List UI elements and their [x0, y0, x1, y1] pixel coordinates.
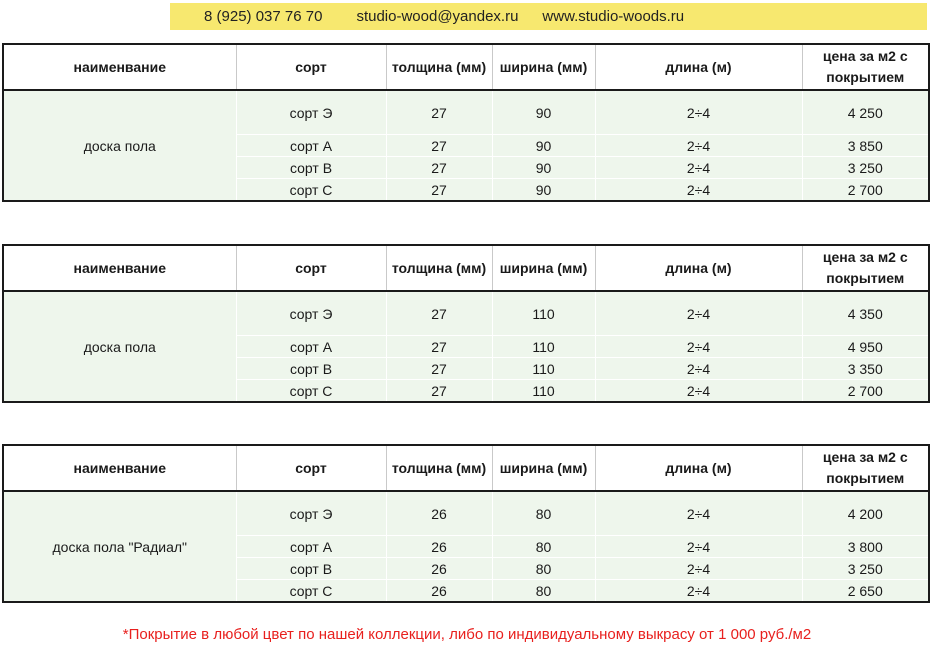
price-cell: 3 250	[802, 558, 929, 580]
website-link[interactable]: www.studio-woods.ru	[542, 8, 685, 25]
column-header-name: наименвание	[3, 445, 236, 491]
price-cell: 2 700	[802, 380, 929, 403]
price-cell: 2 700	[802, 179, 929, 202]
width-cell: 90	[492, 157, 595, 179]
width-cell: 90	[492, 90, 595, 135]
width-cell: 110	[492, 358, 595, 380]
length-cell: 2÷4	[595, 157, 802, 179]
thickness-cell: 27	[386, 90, 492, 135]
column-header-name: наименвание	[3, 245, 236, 291]
column-header-name: наименвание	[3, 44, 236, 90]
width-cell: 110	[492, 291, 595, 336]
email-address[interactable]: studio-wood@yandex.ru	[356, 8, 519, 25]
width-cell: 110	[492, 336, 595, 358]
column-header-thickness: толщина (мм)	[386, 245, 492, 291]
product-name: доска пола	[3, 291, 236, 402]
thickness-cell: 26	[386, 491, 492, 536]
grade-cell: сорт В	[236, 558, 386, 580]
length-cell: 2÷4	[595, 380, 802, 403]
length-cell: 2÷4	[595, 558, 802, 580]
length-cell: 2÷4	[595, 135, 802, 157]
grade-cell: сорт А	[236, 336, 386, 358]
column-header-width: ширина (мм)	[492, 44, 595, 90]
phone-number[interactable]: 8 (925) 037 76 70	[204, 8, 323, 25]
thickness-cell: 27	[386, 380, 492, 403]
width-cell: 80	[492, 558, 595, 580]
column-header-length: длина (м)	[595, 245, 802, 291]
price-cell: 4 200	[802, 491, 929, 536]
column-header-grade: сорт	[236, 445, 386, 491]
price-cell: 3 850	[802, 135, 929, 157]
column-header-length: длина (м)	[595, 445, 802, 491]
width-cell: 80	[492, 491, 595, 536]
thickness-cell: 27	[386, 135, 492, 157]
column-header-thickness: толщина (мм)	[386, 44, 492, 90]
thickness-cell: 27	[386, 179, 492, 202]
price-table-2	[2, 244, 930, 403]
column-header-price: цена за м2 с покрытием	[802, 445, 929, 491]
price-cell: 4 250	[802, 90, 929, 135]
length-cell: 2÷4	[595, 291, 802, 336]
column-header-grade: сорт	[236, 44, 386, 90]
length-cell: 2÷4	[595, 580, 802, 603]
width-cell: 110	[492, 380, 595, 403]
width-cell: 90	[492, 179, 595, 202]
table-row	[3, 491, 929, 536]
length-cell: 2÷4	[595, 90, 802, 135]
thickness-cell: 27	[386, 157, 492, 179]
product-name: доска пола	[3, 90, 236, 201]
coating-footnote: *Покрытие в любой цвет по нашей коллекции, либо по индивидуальному выкрасу от 1 000 руб./м2	[122, 626, 812, 643]
contact-header-bar	[170, 3, 927, 30]
column-header-grade: сорт	[236, 245, 386, 291]
column-header-width: ширина (мм)	[492, 245, 595, 291]
column-header-length: длина (м)	[595, 44, 802, 90]
table-row	[3, 291, 929, 336]
grade-cell: сорт С	[236, 179, 386, 202]
grade-cell: сорт С	[236, 380, 386, 403]
thickness-cell: 27	[386, 336, 492, 358]
price-cell: 3 350	[802, 358, 929, 380]
grade-cell: сорт С	[236, 580, 386, 603]
thickness-cell: 26	[386, 558, 492, 580]
table-row	[3, 90, 929, 135]
price-cell: 2 650	[802, 580, 929, 603]
grade-cell: сорт Э	[236, 90, 386, 135]
thickness-cell: 26	[386, 536, 492, 558]
length-cell: 2÷4	[595, 179, 802, 202]
price-cell: 4 350	[802, 291, 929, 336]
column-header-price: цена за м2 с покрытием	[802, 44, 929, 90]
length-cell: 2÷4	[595, 536, 802, 558]
width-cell: 80	[492, 580, 595, 603]
product-name: доска пола "Радиал"	[3, 491, 236, 602]
grade-cell: сорт Э	[236, 491, 386, 536]
column-header-width: ширина (мм)	[492, 445, 595, 491]
length-cell: 2÷4	[595, 491, 802, 536]
price-cell: 4 950	[802, 336, 929, 358]
thickness-cell: 27	[386, 358, 492, 380]
grade-cell: сорт Э	[236, 291, 386, 336]
grade-cell: сорт А	[236, 135, 386, 157]
column-header-thickness: толщина (мм)	[386, 445, 492, 491]
table-header-row	[3, 245, 929, 291]
grade-cell: сорт А	[236, 536, 386, 558]
column-header-price: цена за м2 с покрытием	[802, 245, 929, 291]
width-cell: 80	[492, 536, 595, 558]
price-table-3	[2, 444, 930, 603]
length-cell: 2÷4	[595, 358, 802, 380]
length-cell: 2÷4	[595, 336, 802, 358]
price-table-1	[2, 43, 930, 202]
width-cell: 90	[492, 135, 595, 157]
table-header-row	[3, 44, 929, 90]
price-cell: 3 800	[802, 536, 929, 558]
thickness-cell: 27	[386, 291, 492, 336]
price-cell: 3 250	[802, 157, 929, 179]
table-header-row	[3, 445, 929, 491]
grade-cell: сорт В	[236, 157, 386, 179]
thickness-cell: 26	[386, 580, 492, 603]
grade-cell: сорт В	[236, 358, 386, 380]
